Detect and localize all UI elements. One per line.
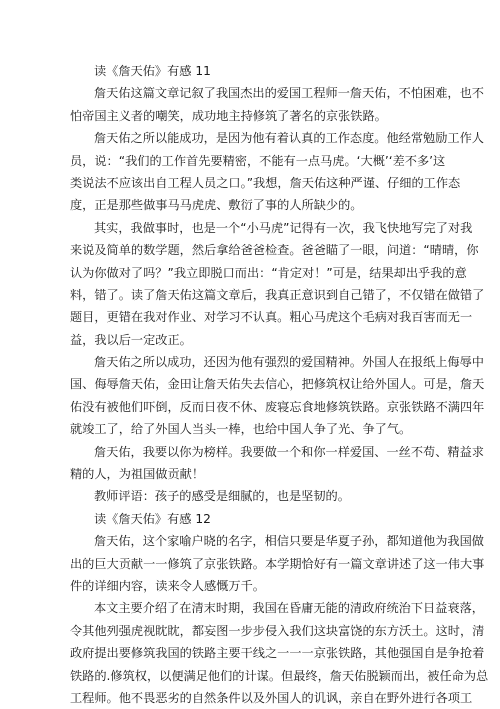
paragraph-line: 来说及简单的数学题，然后拿给爸爸检查。爸爸瞄了一眼，问道：“晴晴，你 xyxy=(70,243,479,258)
paragraph-line: 精的人，为祖国做贡献！ xyxy=(70,467,205,482)
paragraph-line: 本文主要介绍了在清末时期，我国在昏庸无能的清政府统治下日益衰落， xyxy=(94,601,484,616)
paragraph-line: 铁路的.修筑权，以便满足他们的计谋。但最终，詹天佑脱颖而出，被任命为总 xyxy=(70,668,489,683)
paragraph-line: 益，我以后一定改正。 xyxy=(70,332,192,347)
paragraph-line: 詹天佑，这个家喻户晓的名字，相信只要是华夏子孙，都知道他为我国做 xyxy=(94,534,484,549)
paragraph-line: 詹天佑，我要以你为榜样。我要做一个和你一样爱国、一丝不苟、精益求 xyxy=(94,444,484,459)
paragraph-line: 题目，更错在我对作业、对学习不认真。粗心马虎这个毛病对我百害而无一 xyxy=(70,310,473,325)
paragraph-line: 佑没有被他们吓倒，反而日夜不休、废寝忘食地修筑铁路。京张铁路不满四年 xyxy=(70,399,485,414)
paragraph-line: 出的巨大贡献一一修筑了京张铁路。本学期恰好有一篇文章讲述了这一伟大事 xyxy=(70,556,485,571)
paragraph-line: 度，正是那些做事马马虎虎、敷衍了事的人所缺少的。 xyxy=(70,198,363,213)
paragraph-line: 詹天佑之所以成功，还因为他有强烈的爱国精神。外国人在报纸上侮辱中 xyxy=(94,355,484,370)
essay-title-11: 读《詹天佑》有感 11 xyxy=(94,64,211,78)
paragraph-line: 员，说：“我们的工作首先要精密，不能有一点马虎。‘大概’‘差不多’这 xyxy=(70,153,446,168)
paragraph-line: 政府提出要修筑我国的铁路主要干线之一一一京张铁路，其他强国自是争抢着 xyxy=(70,646,485,661)
paragraph-line: 件的详细内容，读来令人感慨万千。 xyxy=(70,578,265,593)
essay-title-12: 读《詹天佑》有感 12 xyxy=(94,511,211,526)
paragraph-line: 国、侮辱詹天佑，金田让詹天佑失去信心，把修筑权让给外国人。可是，詹天 xyxy=(70,377,485,392)
paragraph-line: 类说法不应该出自工程人员之口。”我想，詹天佑这种严谨、仔细的工作态 xyxy=(70,175,461,190)
paragraph-line: 其实，我做事时，也是一个“小马虎”记得有一次，我飞快地写完了对我 xyxy=(94,220,473,235)
paragraph-line: 詹天佑这篇文章记叙了我国杰出的爱国工程师一詹天佑，不怕困难，也不 xyxy=(94,86,484,101)
paragraph-line: 认为你做对了吗？”我立即脱口而出：“肯定对！”可是，结果却出乎我的意 xyxy=(70,265,467,280)
paragraph-line: 令其他列强虎视眈眈，都妄图一步步侵入我们这块富饶的东方沃土。这时，清 xyxy=(70,623,485,638)
paragraph-line: 詹天佑之所以能成功，是因为他有着认真的工作态度。他经常勉励工作人 xyxy=(94,131,484,146)
teacher-comment: 教师评语：孩子的感受是细腻的，也是坚韧的。 xyxy=(94,489,350,504)
paragraph-line: 工程师。他不畏恶劣的自然条件以及外国人的讥讽，亲自在野外进行各项工 xyxy=(70,690,473,705)
paragraph-line: 料，错了。读了詹天佑这篇文章后，我真正意识到自己错了，不仅错在做错了 xyxy=(70,287,485,302)
paragraph-line: 怕帝国主义者的嘲笑，成功地主持修筑了著名的京张铁路。 xyxy=(70,108,387,123)
paragraph-line: 就竣工了，给了外国人当头一棒，也给中国人争了光、争了气。 xyxy=(70,422,412,437)
